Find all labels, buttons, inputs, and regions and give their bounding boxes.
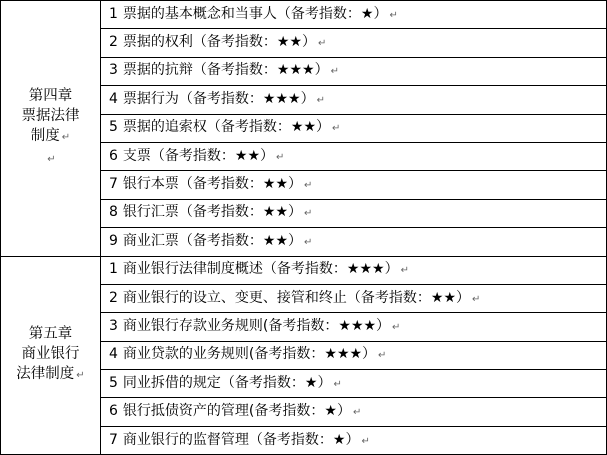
chapter-title: 第五章 bbox=[28, 326, 73, 343]
rating-stars: ★★ bbox=[262, 176, 289, 193]
list-item: 5 票据的追索权（备考指数：★★） ↵ bbox=[101, 114, 607, 142]
rating-stars: ★★ bbox=[262, 204, 289, 221]
list-item: 9 商业汇票（备考指数：★★） ↵ bbox=[101, 228, 607, 256]
list-item: 2 商业银行的设立、变更、接管和终止（备考指数：★★） ↵ bbox=[101, 284, 607, 312]
table-row bbox=[1, 256, 607, 284]
rating-stars: ★★ bbox=[430, 289, 457, 306]
rating-stars: ★★ bbox=[234, 147, 261, 164]
chapter-cell-5 bbox=[1, 256, 101, 455]
list-item: 4 票据行为（备考指数：★★★） ↵ bbox=[101, 86, 607, 114]
list-item: 1 商业银行法律制度概述（备考指数：★★★） ↵ bbox=[101, 256, 607, 284]
list-item: 5 同业拆借的规定（备考指数：★） ↵ bbox=[101, 370, 607, 398]
list-item: 1 票据的基本概念和当事人（备考指数：★） ↵ bbox=[101, 1, 607, 29]
rating-stars: ★★ bbox=[290, 119, 317, 136]
table-row bbox=[1, 1, 607, 29]
list-item: 2 票据的权利（备考指数：★★） ↵ bbox=[101, 29, 607, 57]
chapter-subtitle-line: 票据法律 bbox=[21, 108, 80, 125]
list-item: 3 票据的抗辩（备考指数：★★★） ↵ bbox=[101, 57, 607, 85]
rating-stars: ★★★ bbox=[324, 346, 363, 363]
list-item: 6 银行抵债资产的管理(备考指数：★） ↵ bbox=[101, 398, 607, 426]
rating-stars: ★★ bbox=[276, 34, 303, 51]
chapter-subtitle-line: 商业银行 bbox=[21, 346, 80, 363]
chapter-title: 第四章 bbox=[28, 88, 73, 105]
list-item: 3 商业银行存款业务规则(备考指数：★★★） ↵ bbox=[101, 313, 607, 341]
chapter-subtitle-line: 法律制度 ↵ bbox=[16, 366, 85, 383]
rating-stars: ★★★ bbox=[276, 62, 315, 79]
list-item: 4 商业贷款的业务规则(备考指数：★★★） ↵ bbox=[101, 341, 607, 369]
rating-stars: ★ bbox=[304, 374, 318, 391]
rating-stars: ★★ bbox=[262, 232, 289, 249]
list-item: 7 商业银行的监督管理（备考指数：★） ↵ bbox=[101, 426, 607, 454]
list-item: 6 支票（备考指数：★★） ↵ bbox=[101, 142, 607, 170]
rating-stars: ★ bbox=[324, 403, 337, 420]
rating-stars: ★★★ bbox=[262, 90, 301, 107]
rating-stars: ★ bbox=[360, 5, 374, 22]
chapter-subtitle-line: 制度 ↵ bbox=[30, 128, 71, 145]
list-item: 8 银行汇票（备考指数：★★） ↵ bbox=[101, 199, 607, 227]
rating-stars: ★ bbox=[332, 431, 346, 448]
list-item: 7 银行本票（备考指数：★★） ↵ bbox=[101, 171, 607, 199]
chapter-cell-4 bbox=[1, 1, 101, 257]
rating-stars: ★★★ bbox=[346, 261, 385, 278]
rating-stars: ★★★ bbox=[338, 317, 377, 334]
paragraph-mark: ↵ bbox=[47, 154, 56, 166]
